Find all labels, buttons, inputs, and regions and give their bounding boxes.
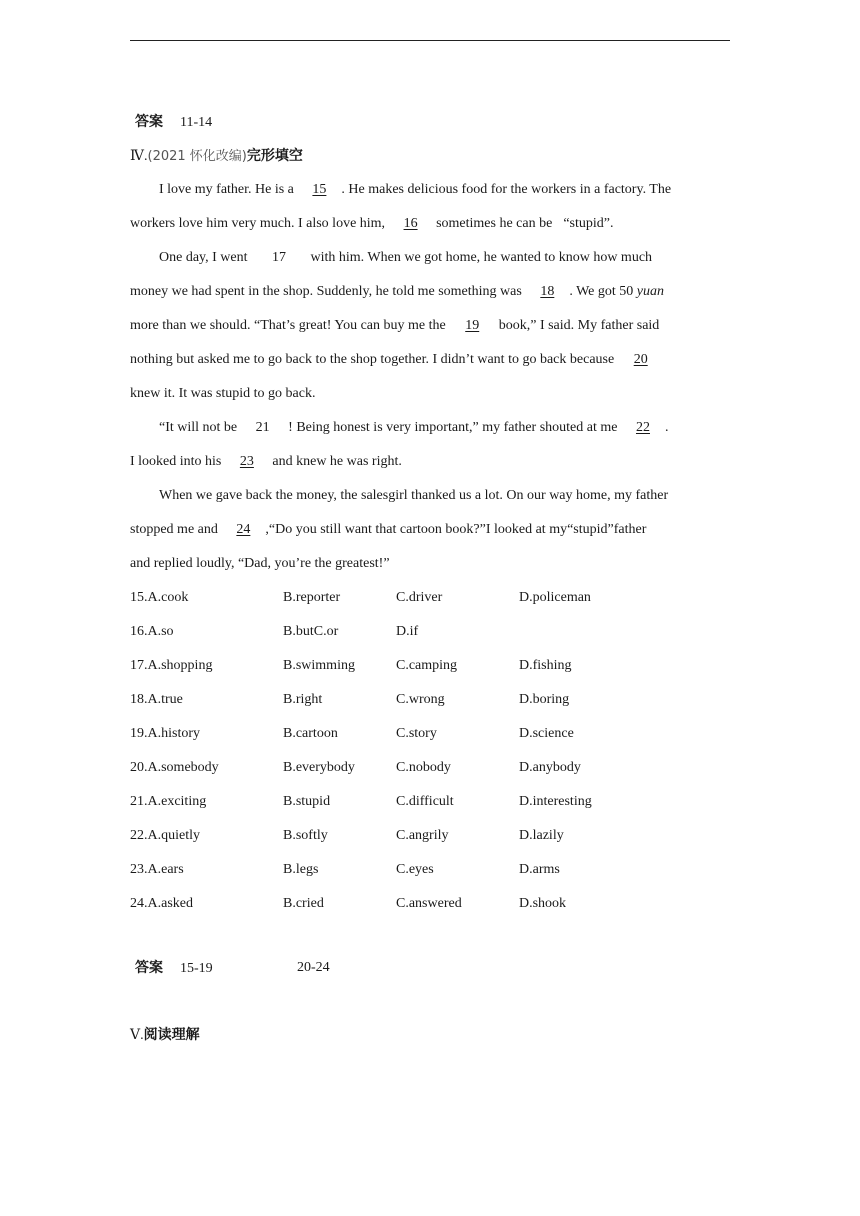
option-a: 19.A.history (130, 726, 200, 741)
option-a: 16.A.so (130, 624, 174, 639)
passage-text: ,“Do you still want that cartoon book?”I looked at my“stupid”father (265, 522, 647, 537)
blank-20: 20 (633, 352, 648, 367)
answer-line-2 (135, 958, 213, 979)
blank-23: 23 (239, 454, 254, 469)
option-d: D.arms (519, 862, 560, 877)
answer-label: 答案 (135, 114, 163, 130)
passage-text: more than we should. (130, 318, 251, 333)
passage-text: . We got 50 (569, 284, 634, 299)
passage-line (159, 486, 668, 506)
option-a: 20.A.somebody (130, 760, 219, 775)
option-b: B.swimming (283, 658, 355, 673)
passage-line (130, 282, 664, 302)
section-title: 完形填空 (246, 148, 303, 164)
passage-text: I love my father. He is a (159, 182, 294, 197)
passage-text: “stupid”. (563, 216, 614, 231)
passage-text: yuan (636, 284, 664, 299)
option-d: D.boring (519, 692, 570, 707)
answer-range: 11-14 (180, 115, 213, 130)
option-b: B.cried (283, 896, 324, 911)
passage-text: “It will not be (159, 420, 238, 435)
option-c: C.angrily (396, 828, 449, 843)
option-d: D.policeman (519, 590, 591, 605)
option-c: C.nobody (396, 760, 451, 775)
passage-line (159, 180, 671, 200)
option-a: 18.A.true (130, 692, 183, 707)
passage-text: with him. When we got home, he wanted to know how much (310, 250, 653, 265)
blank-18: 18 (540, 284, 555, 299)
option-c: D.if (396, 624, 419, 639)
option-b: B.softly (283, 828, 328, 843)
passage-text: nothing but asked me to go back to the shop together. I didn’t want to go back because (130, 352, 615, 367)
option-c: C.difficult (396, 794, 454, 809)
option-b: B.reporter (283, 590, 341, 605)
passage-line (130, 452, 402, 472)
blank-16: 16 (403, 216, 418, 231)
option-b: B.legs (283, 862, 319, 877)
blank-15: 15 (312, 182, 327, 197)
answer-label: 答案 (135, 960, 163, 976)
option-c: C.driver (396, 590, 443, 605)
passage-text: knew it. It was stupid to go back. (130, 386, 316, 401)
answer-range-2: 20-24 (297, 960, 330, 975)
passage-line (130, 554, 390, 574)
passage-text: sometimes he can be (436, 216, 553, 231)
option-b: B.stupid (283, 794, 331, 809)
passage-line (159, 418, 668, 438)
blank-21: 21 (255, 420, 270, 435)
passage-text: money we had spent in the shop. Suddenly, he told me something was (130, 284, 522, 299)
option-c: C.camping (396, 658, 458, 673)
passage-text: ! Being honest is very important,” (288, 420, 479, 435)
option-b: B.everybody (283, 760, 355, 775)
section-numeral: Ⅴ. (130, 1028, 144, 1043)
passage-text: my father shouted at me (482, 420, 618, 435)
option-d: D.science (519, 726, 574, 741)
passage-text: I looked into his (130, 454, 222, 469)
option-a: 22.A.quietly (130, 828, 200, 843)
passage-text: I said. My father said (539, 318, 660, 333)
section-heading-5 (130, 1025, 200, 1046)
passage-text: . He makes delicious food for the workers in a factory. The (341, 182, 672, 197)
section-heading-4 (130, 146, 303, 167)
section-source: (2021 怀化改编) (147, 149, 247, 164)
passage-text: book,” (498, 318, 537, 333)
passage-text: . (664, 420, 669, 435)
option-a: 23.A.ears (130, 862, 184, 877)
blank-22: 22 (635, 420, 650, 435)
option-d: D.lazily (519, 828, 564, 843)
passage-text: stopped me and (130, 522, 218, 537)
option-d: D.interesting (519, 794, 592, 809)
passage-line (130, 384, 315, 404)
option-b: B.right (283, 692, 323, 707)
blank-19: 19 (465, 318, 480, 333)
option-d: D.anybody (519, 760, 581, 775)
option-c: C.answered (396, 896, 462, 911)
section-title: 阅读理解 (143, 1027, 200, 1043)
option-c: C.story (396, 726, 437, 741)
answer-range: 15-19 (180, 961, 213, 976)
passage-text: When we gave back the money, the salesgirl thanked us a lot. On our way home, my father (159, 488, 669, 503)
answer-line-1 (135, 112, 212, 133)
passage-text: “That’s great! You can buy me the (254, 318, 446, 333)
section-numeral: Ⅳ. (130, 149, 148, 164)
option-b: B.butC.or (283, 624, 339, 639)
header-rule (130, 40, 730, 41)
passage-text: workers love him very much. I also love him, (130, 216, 386, 231)
option-c: C.wrong (396, 692, 445, 707)
option-d: D.shook (519, 896, 567, 911)
blank-24: 24 (236, 522, 251, 537)
passage-text: One day, I went (159, 250, 248, 265)
passage-line (130, 350, 664, 370)
option-b: B.cartoon (283, 726, 338, 741)
option-a: 24.A.asked (130, 896, 193, 911)
option-a: 15.A.cook (130, 590, 189, 605)
option-a: 21.A.exciting (130, 794, 207, 809)
passage-line (130, 520, 646, 540)
passage-line (130, 214, 613, 234)
passage-line (159, 248, 652, 268)
passage-line (130, 316, 659, 336)
option-a: 17.A.shopping (130, 658, 213, 673)
passage-text: and knew he was right. (272, 454, 402, 469)
passage-text: and replied loudly, “Dad, you’re the greatest!” (130, 556, 390, 571)
option-c: C.eyes (396, 862, 434, 877)
blank-17: 17 (272, 250, 287, 265)
option-d: D.fishing (519, 658, 572, 673)
